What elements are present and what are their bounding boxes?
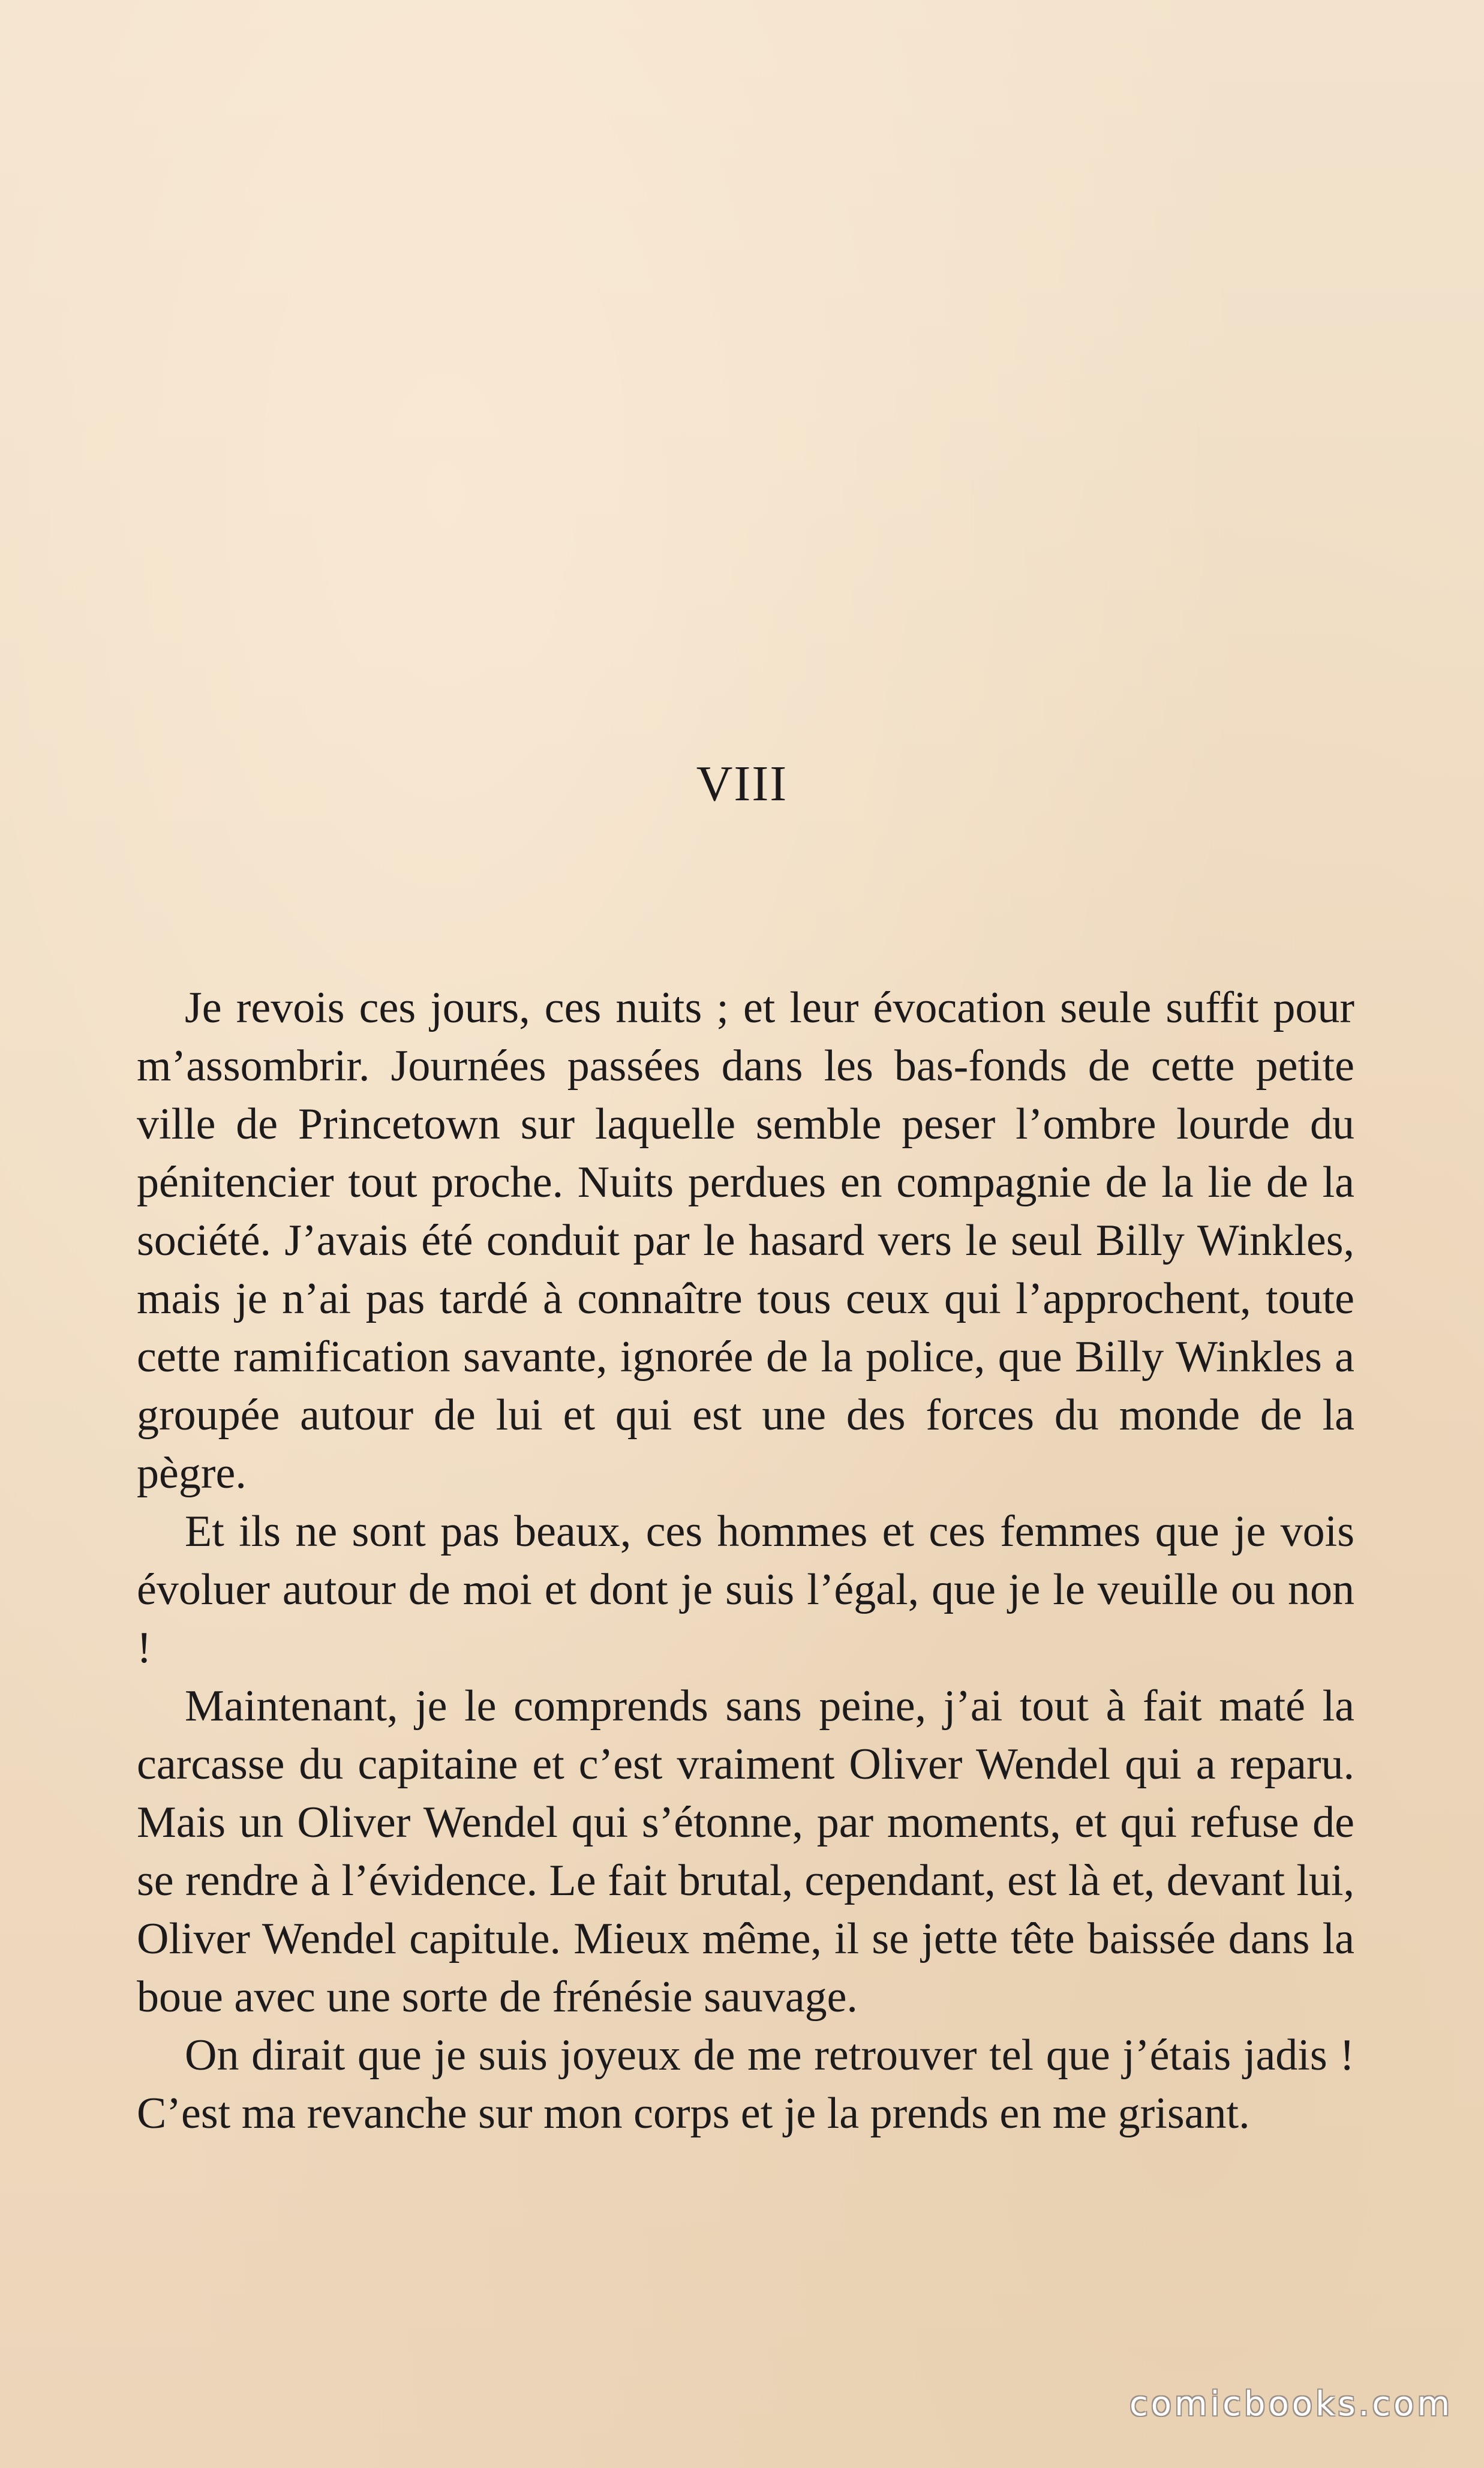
paragraph-1: Je revois ces jours, ces nuits ; et leur évocation seule suffit pour m’assombrir. Journées passées dans les bas-fonds de cette petite ville de Princetown sur laquelle semble peser l’ombre lourde du pénitencier tout proche. Nuits perdues en compagnie de la lie de la société. J’avais été conduit par le hasard vers le seul Billy Winkles, mais je n’ai pas tardé à connaître tous ceux qui l’approchent, toute cette ramification savante, ignorée de la police, que Billy Winkles a groupée autour de lui et qui est une des forces du monde de la pègre. bbox=[137, 983, 1354, 1498]
watermark: comicbooks.com bbox=[1129, 2385, 1453, 2424]
paragraph-3: Maintenant, je le comprends sans peine, j’ai tout à fait maté la carcasse du capitaine et c’est vraiment Oliver Wendel qui a reparu. Mais un Oliver Wendel qui s’étonne, par moments, et qui refuse de se rendre à l’évidence. Le fait brutal, cependant, est là et, devant lui, Oliver Wendel capitule. Mieux même, il se jette tête baissée dans la boue avec une sorte de frénésie sauvage. bbox=[137, 1682, 1354, 2022]
chapter-heading: VIII bbox=[696, 756, 788, 812]
paragraph-4: On dirait que je suis joyeux de me retrouver tel que j’étais jadis ! C’est ma revanche sur mon corps et je la prends en me grisant. bbox=[137, 2031, 1354, 2138]
body-text bbox=[137, 979, 1354, 2143]
paragraph-2: Et ils ne sont pas beaux, ces hommes et ces femmes que je vois évoluer autour de moi et dont je suis l’égal, que je le veuille ou non ! bbox=[137, 1507, 1354, 1673]
